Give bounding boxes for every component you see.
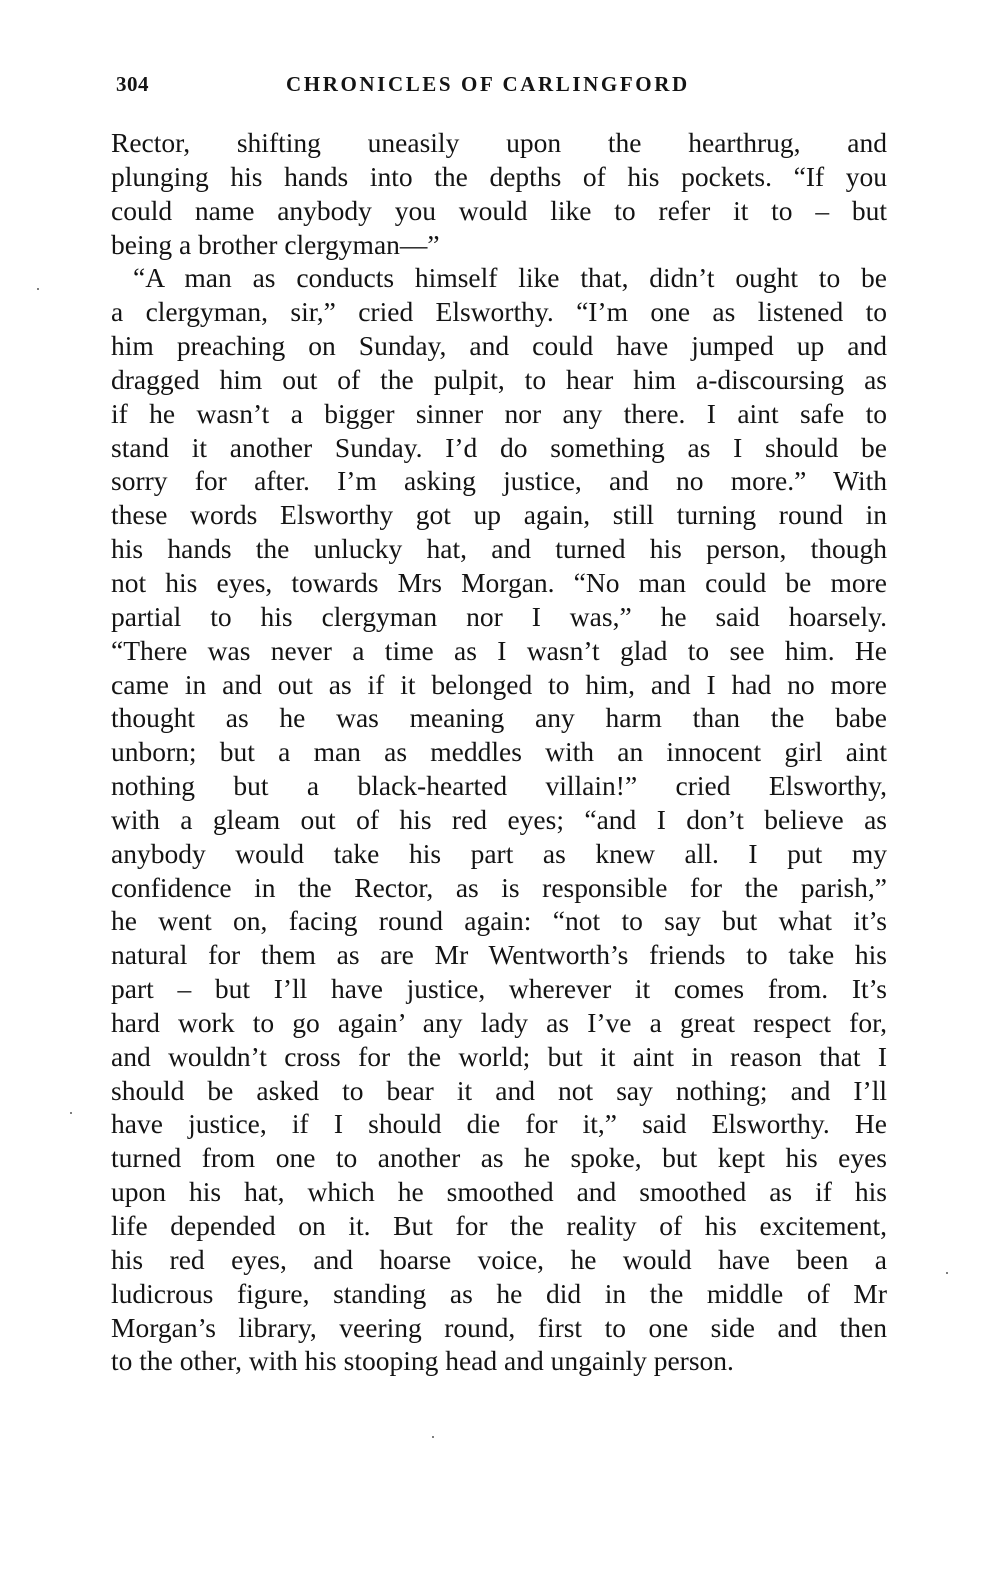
text-line: being a brother clergyman—”: [111, 228, 440, 260]
text-line: came in and out as if it belonged to him, and I had no more: [111, 668, 887, 700]
text-line: upon his hat, which he smoothed and smoothed as if his: [111, 1176, 887, 1208]
page-number: 304: [116, 72, 149, 96]
scan-speck: [37, 288, 39, 290]
text-line: plunging his hands into the depths of his pockets. “If you: [111, 160, 887, 192]
text-line: Rector, shifting uneasily upon the hearthrug, and: [111, 127, 887, 158]
text-line: and wouldn’t cross for the world; but it aint in reason that I: [111, 1040, 887, 1072]
text-line: a clergyman, sir,” cried Elsworthy. “I’m one as listened to: [111, 296, 887, 328]
text-line: life depended on it. But for the reality of his excitement,: [111, 1210, 887, 1241]
text-line: to the other, with his stooping head and ungainly person.: [111, 1345, 734, 1377]
text-line: Morgan’s library, veering round, first to one side and then: [111, 1311, 887, 1343]
text-line: unborn; but a man as meddles with an innocent girl aint: [111, 736, 887, 768]
text-line: “A man as conducts himself like that, didn’t ought to be: [133, 262, 887, 294]
text-line: have justice, if I should die for it,” said Elsworthy. He: [111, 1108, 887, 1140]
text-line: nothing but a black-hearted villain!” cried Elsworthy,: [111, 770, 887, 802]
text-line: his red eyes, and hoarse voice, he would have been a: [111, 1243, 887, 1275]
text-line: his hands the unlucky hat, and turned his person, though: [111, 533, 887, 565]
text-line: anybody would take his part as knew all. I put my: [111, 837, 887, 869]
text-line: “There was never a time as I wasn’t glad to see him. He: [111, 634, 887, 666]
text-line: ludicrous figure, standing as he did in the middle of Mr: [111, 1277, 887, 1309]
running-title: CHRONICLES OF CARLINGFORD: [286, 72, 690, 96]
text-line: part – but I’ll have justice, wherever it comes from. It’s: [111, 973, 887, 1005]
text-line: if he wasn’t a bigger sinner nor any there. I aint safe to: [111, 397, 887, 429]
text-line: him preaching on Sunday, and could have jumped up and: [111, 330, 887, 362]
scan-speck: [946, 1272, 948, 1274]
text-line: partial to his clergyman nor I was,” he said hoarsely.: [111, 600, 887, 632]
text-line: turned from one to another as he spoke, but kept his eyes: [111, 1142, 887, 1174]
text-line: could name anybody you would like to refer it to – but: [111, 194, 887, 226]
text-line: he went on, facing round again: “not to say but what it’s: [111, 905, 887, 937]
text-line: dragged him out of the pulpit, to hear him a-discoursing as: [111, 363, 887, 395]
text-line: hard work to go again’ any lady as I’ve a great respect for,: [111, 1006, 887, 1038]
text-line: thought as he was meaning any harm than the babe: [111, 702, 887, 734]
text-line: should be asked to bear it and not say nothing; and I’ll: [111, 1074, 887, 1106]
body-text: [111, 126, 887, 1378]
page-header: [116, 72, 886, 102]
text-line: with a gleam out of his red eyes; “and I don’t believe as: [111, 803, 887, 835]
text-line: stand it another Sunday. I’d do something as I should be: [111, 431, 887, 463]
text-line: confidence in the Rector, as is responsible for the parish,”: [111, 871, 887, 903]
scan-speck: [70, 1112, 72, 1114]
text-line: sorry for after. I’m asking justice, and no more.” With: [111, 465, 887, 497]
text-line: natural for them as are Mr Wentworth’s friends to take his: [111, 939, 887, 971]
text-line: not his eyes, towards Mrs Morgan. “No man could be more: [111, 566, 887, 598]
text-line: these words Elsworthy got up again, still turning round in: [111, 499, 887, 531]
scan-speck: [432, 1436, 434, 1438]
